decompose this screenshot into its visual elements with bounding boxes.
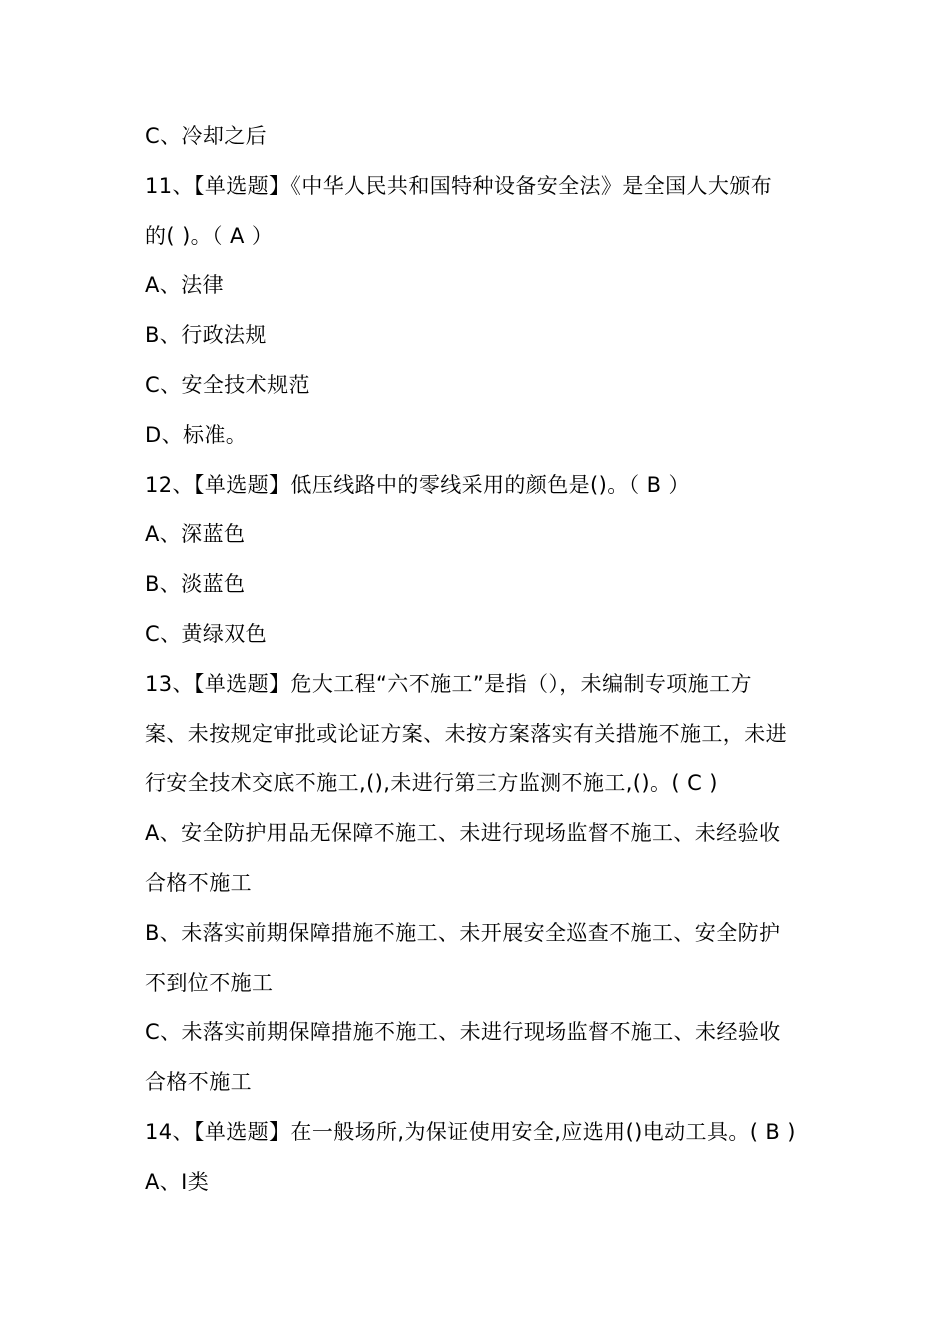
question-14: 14、【单选题】在一般场所,为保证使用安全,应选用()电动工具。( B ): [145, 1119, 796, 1144]
option-a-q12: A、深蓝色: [145, 522, 246, 547]
option-c-q13-line-1: C、未落实前期保障措施不施工、未进行现场监督不施工、未经验收: [145, 1020, 781, 1045]
question-13-line-1: 13、【单选题】危大工程“六不施工”是指（），未编制专项施工方: [145, 671, 752, 696]
option-a-q14: A、Ⅰ类: [145, 1169, 210, 1194]
option-b-q12: B、淡蓝色: [145, 572, 246, 597]
option-a-q11: A、法律: [145, 273, 224, 298]
option-c-q11: C、安全技术规范: [145, 372, 310, 397]
option-c-q10: C、冷却之后: [145, 124, 268, 148]
option-b-q11: B、行政法规: [145, 323, 267, 348]
question-11-line-2: 的( )。（ A ）: [145, 223, 274, 248]
question-13-line-3: 行安全技术交底不施工,(),未进行第三方监测不施工,()。( C ): [145, 771, 718, 796]
document-body: [145, 112, 810, 1208]
option-c-q12: C、黄绿双色: [145, 621, 268, 646]
option-b-q13-line-2: 不到位不施工: [145, 970, 274, 995]
option-b-q13-line-1: B、未落实前期保障措施不施工、未开展安全巡查不施工、安全防护: [145, 920, 781, 945]
option-d-q11: D、标准。: [145, 422, 248, 447]
question-13-line-2: 案、未按规定审批或论证方案、未按方案落实有关措施不施工，未进: [145, 721, 787, 746]
option-a-q13-line-2: 合格不施工: [145, 870, 252, 895]
question-11-line-1: 11、【单选题】《中华人民共和国特种设备安全法》是全国人大颁布: [145, 173, 773, 198]
option-c-q13-line-2: 合格不施工: [145, 1070, 252, 1095]
question-12: 12、【单选题】低压线路中的零线采用的颜色是()。（ B ）: [145, 472, 690, 497]
option-a-q13-line-1: A、安全防护用品无保障不施工、未进行现场监督不施工、未经验收: [145, 821, 781, 846]
